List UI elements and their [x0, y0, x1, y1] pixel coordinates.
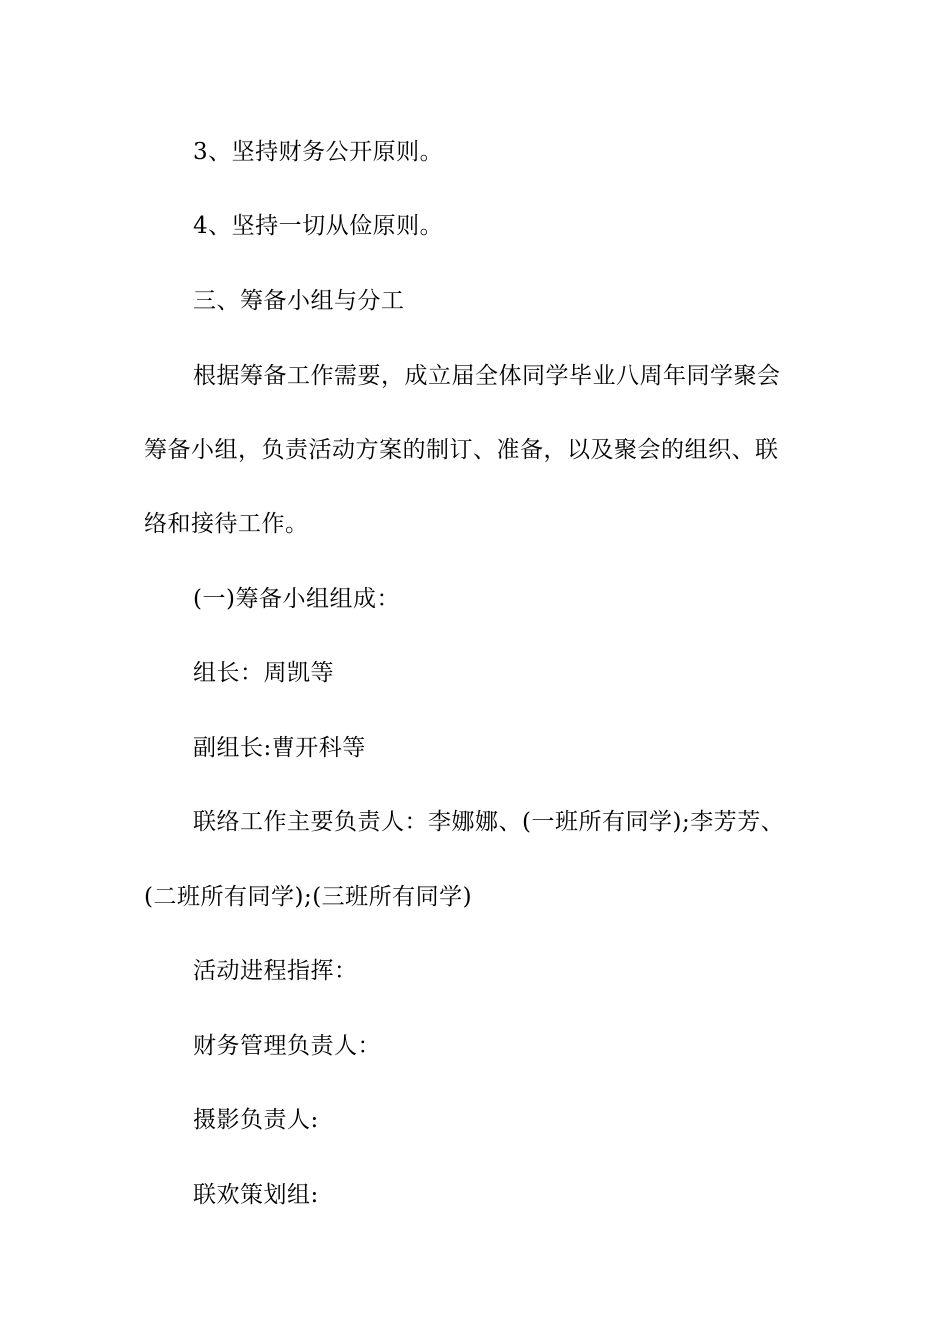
paragraph-line-1: 根据筹备工作需要，成立届全体同学毕业八周年同学聚会 [193, 363, 781, 389]
section-heading-3: 三、筹备小组与分工 [193, 288, 405, 314]
principle-3: 3、坚持财务公开原则。 [193, 139, 444, 165]
principle-4: 4、坚持一切从俭原则。 [193, 213, 444, 239]
liaison-line-1: 联络工作主要负责人：李娜娜、(一班所有同学);李芳芳、 [193, 809, 785, 835]
group-leader: 组长：周凯等 [193, 660, 334, 686]
liaison-line-2: (二班所有同学);(三班所有同学) [144, 884, 473, 910]
deputy-leader: 副组长:曹开科等 [193, 735, 366, 761]
photography-lead: 摄影负责人: [193, 1107, 319, 1133]
paragraph-line-3: 络和接待工作。 [144, 511, 309, 537]
paragraph-line-2: 筹备小组，负责活动方案的制订、准备，以及聚会的组织、联 [144, 437, 779, 463]
finance-manager: 财务管理负责人： [193, 1033, 381, 1059]
party-planning-group: 联欢策划组: [193, 1182, 319, 1208]
activity-commander: 活动进程指挥： [193, 958, 358, 984]
subsection-heading: (一)筹备小组组成： [193, 586, 400, 612]
